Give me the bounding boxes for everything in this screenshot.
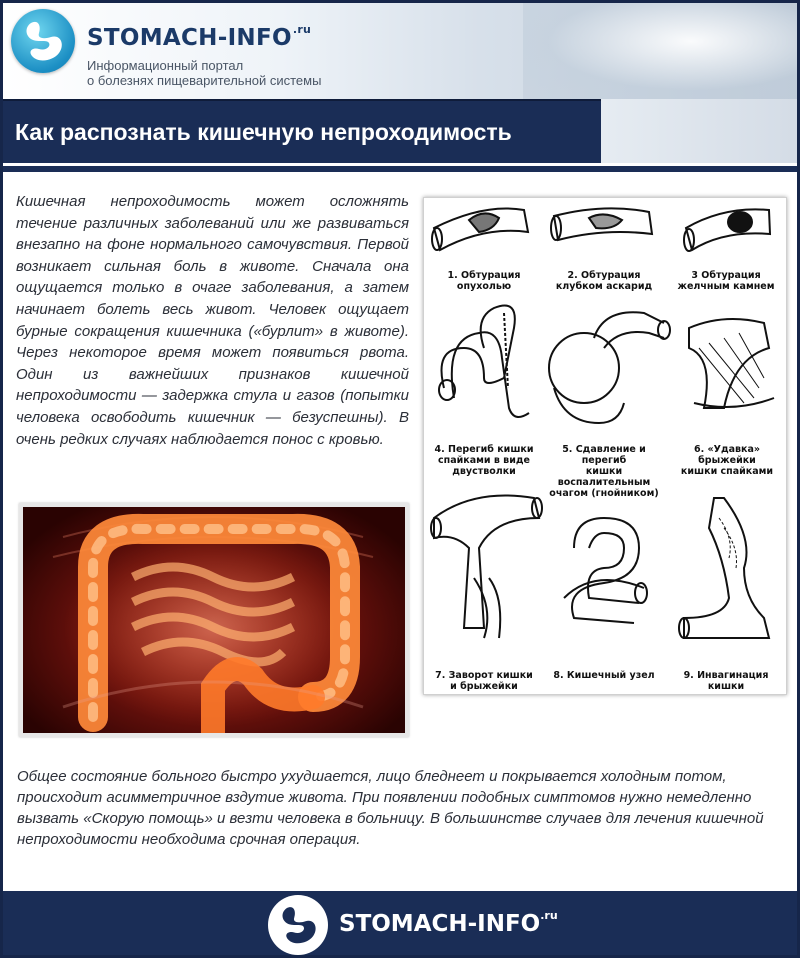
caption-1: 1. Обтурация опухолью [447, 270, 521, 292]
caption-5: 5. Сдавление и перегиб кишки воспалительным очагом (гнойником) [549, 444, 659, 499]
intestines-illustration [19, 503, 409, 737]
caption-3: 3 Обтурация желчным камнем [677, 270, 775, 292]
page-title: Как распознать кишечную непроходимость [15, 119, 512, 145]
site-tagline: Информационный портал о болезнях пищеварительной системы [87, 58, 322, 88]
caption-6: 6. «Удавка» брыжейки кишки спайками [680, 444, 774, 477]
title-bar [3, 99, 601, 163]
stomach-logo-icon[interactable] [11, 9, 75, 73]
stomach-logo-icon[interactable] [268, 895, 328, 955]
footer-brand-name[interactable]: STOMACH-$INFO^{.ru}$ [339, 909, 558, 937]
conclusion-paragraph: Общее состояние больного быстро ухудшается, лицо бледнеет и покрывается холодным потом, происходит асимметричное вздутие живота. При появлении подобных симптомов нужно немедленно вызвать «Скорую помощь» и везти человека в больницу. В большинстве случаев для лечения кишечной непроходимости необходима срочная операция. [17, 768, 764, 848]
caption-2: 2. Обтурация клубком аскарид [555, 270, 653, 292]
site-header [3, 3, 797, 99]
caption-9: 9. Инвагинация кишки [683, 670, 769, 692]
caption-7: 7. Заворот кишки и брыжейки [435, 670, 533, 692]
brand-tld: .ru [292, 23, 312, 36]
brand-name[interactable]: STOMACH-$INFO^{.ru}$ [87, 23, 312, 51]
site-footer [3, 891, 797, 958]
obstruction-types-diagram [423, 197, 787, 695]
intro-paragraph: Кишечная непроходимость может осложнять течение различных заболеваний или же развиваться внезапно на фоне нормального самочувствия. Первой возникает сильная боль в животе. Сначала она ощущается только в очаге заболевания, а затем начинает болеть весь живот. Человек ощущает бурные сокращения кишечника («бурлит» в животе). Через некоторое время может появиться рвота. Один из важнейших признаков кишечной непроходимости — задержка стула и газов (попытки человека освободить кишечник — безуспешны). В очень редких случаях наблюдается понос с кровью. [16, 193, 409, 448]
caption-8: 8. Кишечный узел [553, 670, 655, 681]
caption-4: 4. Перегиб кишки спайками в виде двустволки [434, 444, 534, 477]
